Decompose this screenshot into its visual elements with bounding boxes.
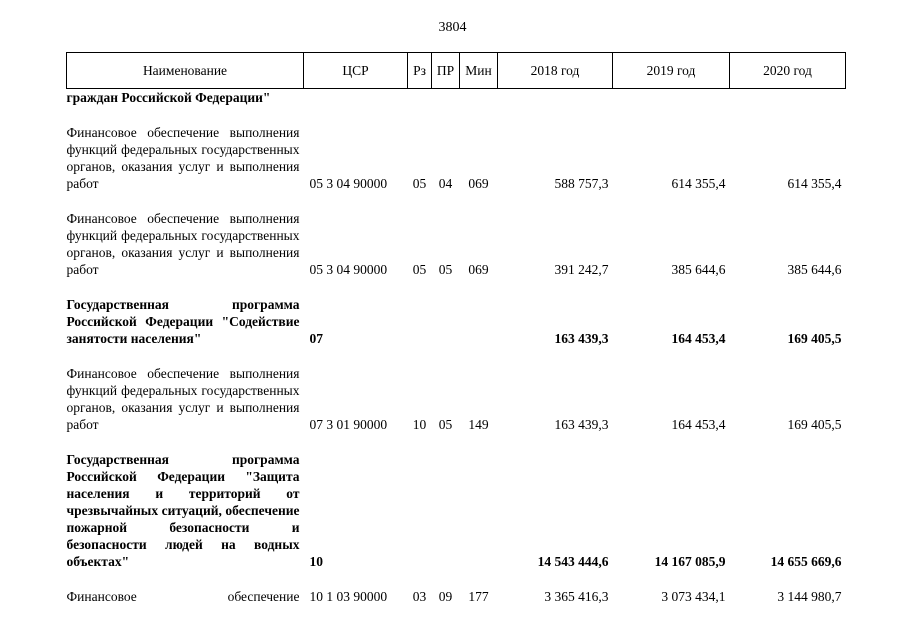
row-min: 069 — [468, 176, 489, 191]
row-rz — [408, 89, 432, 107]
row-rz — [408, 451, 432, 570]
row-min: 177 — [468, 589, 489, 604]
row-2019: 3 073 434,1 — [661, 589, 726, 604]
row-2020 — [730, 89, 846, 107]
table-row — [67, 588, 846, 605]
table-row — [67, 89, 846, 107]
row-rz: 05 — [412, 176, 427, 191]
row-csr — [304, 89, 408, 107]
row-2019: 164 453,4 — [671, 417, 726, 432]
header-2020: 2020 год — [730, 53, 846, 89]
budget-table — [66, 52, 846, 605]
row-name: Государственная программа Российской Федерации "Защита населения и территорий от чрезвычайных ситуаций, обеспечение пожарной безопасности и безопасности людей на водных объектах" — [66, 452, 300, 569]
row-2018: 391 242,7 — [554, 262, 609, 277]
row-csr: 05 3 04 90000 — [309, 176, 388, 191]
row-2020: 169 405,5 — [787, 417, 842, 432]
header-pr: ПР — [432, 53, 460, 89]
row-rz: 03 — [412, 589, 427, 604]
row-2018: 588 757,3 — [554, 176, 609, 191]
row-min — [460, 89, 498, 107]
row-name: Государственная программа Российской Федерации "Содействие занятости населения" — [66, 297, 300, 346]
row-csr: 07 — [309, 331, 323, 346]
header-csr: ЦСР — [304, 53, 408, 89]
row-2020: 14 655 669,6 — [770, 554, 842, 569]
row-pr — [432, 451, 460, 570]
row-rz — [408, 296, 432, 347]
row-csr: 10 1 03 90000 — [309, 589, 388, 604]
table-row — [67, 451, 846, 570]
header-2018: 2018 год — [498, 53, 613, 89]
row-2019: 614 355,4 — [671, 176, 726, 191]
row-2020: 3 144 980,7 — [777, 589, 842, 604]
row-csr: 05 3 04 90000 — [309, 262, 388, 277]
header-rz: Рз — [408, 53, 432, 89]
row-name: Финансовое обеспечение выполнения функций федеральных государственных органов, оказания услуг и выполнения работ — [66, 211, 300, 277]
row-name: Финансовое обеспечение — [66, 589, 300, 604]
row-2019 — [613, 89, 730, 107]
row-rz: 10 — [412, 417, 427, 432]
row-pr: 09 — [438, 589, 453, 604]
row-2018: 163 439,3 — [554, 417, 609, 432]
row-2018: 163 439,3 — [554, 331, 609, 346]
row-csr: 10 — [309, 554, 323, 569]
row-min: 149 — [468, 417, 489, 432]
table-row — [67, 296, 846, 347]
row-2018 — [498, 89, 613, 107]
row-rz: 05 — [412, 262, 427, 277]
row-min: 069 — [468, 262, 489, 277]
page-number: 3804 — [438, 20, 467, 35]
row-2020: 169 405,5 — [787, 331, 842, 346]
header-2019: 2019 год — [613, 53, 730, 89]
row-pr — [432, 89, 460, 107]
row-name: граждан Российской Федерации" — [66, 90, 271, 105]
header-row — [67, 53, 846, 89]
row-2020: 614 355,4 — [787, 176, 842, 191]
row-2019: 385 644,6 — [671, 262, 726, 277]
row-pr: 05 — [438, 417, 453, 432]
table-row — [67, 365, 846, 433]
row-min — [460, 296, 498, 347]
header-name: Наименование — [67, 53, 304, 89]
row-2020: 385 644,6 — [787, 262, 842, 277]
row-pr: 05 — [438, 262, 453, 277]
row-2019: 14 167 085,9 — [654, 554, 726, 569]
table-row — [67, 210, 846, 278]
row-name: Финансовое обеспечение выполнения функций федеральных государственных органов, оказания услуг и выполнения работ — [66, 366, 300, 432]
row-min — [460, 451, 498, 570]
row-name: Финансовое обеспечение выполнения функций федеральных государственных органов, оказания услуг и выполнения работ — [66, 125, 300, 191]
row-csr: 07 3 01 90000 — [309, 417, 388, 432]
row-pr — [432, 296, 460, 347]
table-row — [67, 124, 846, 192]
header-min: Мин — [460, 53, 498, 89]
row-2018: 3 365 416,3 — [544, 589, 609, 604]
row-pr: 04 — [438, 176, 453, 191]
row-2019: 164 453,4 — [671, 331, 726, 346]
row-2018: 14 543 444,6 — [537, 554, 609, 569]
